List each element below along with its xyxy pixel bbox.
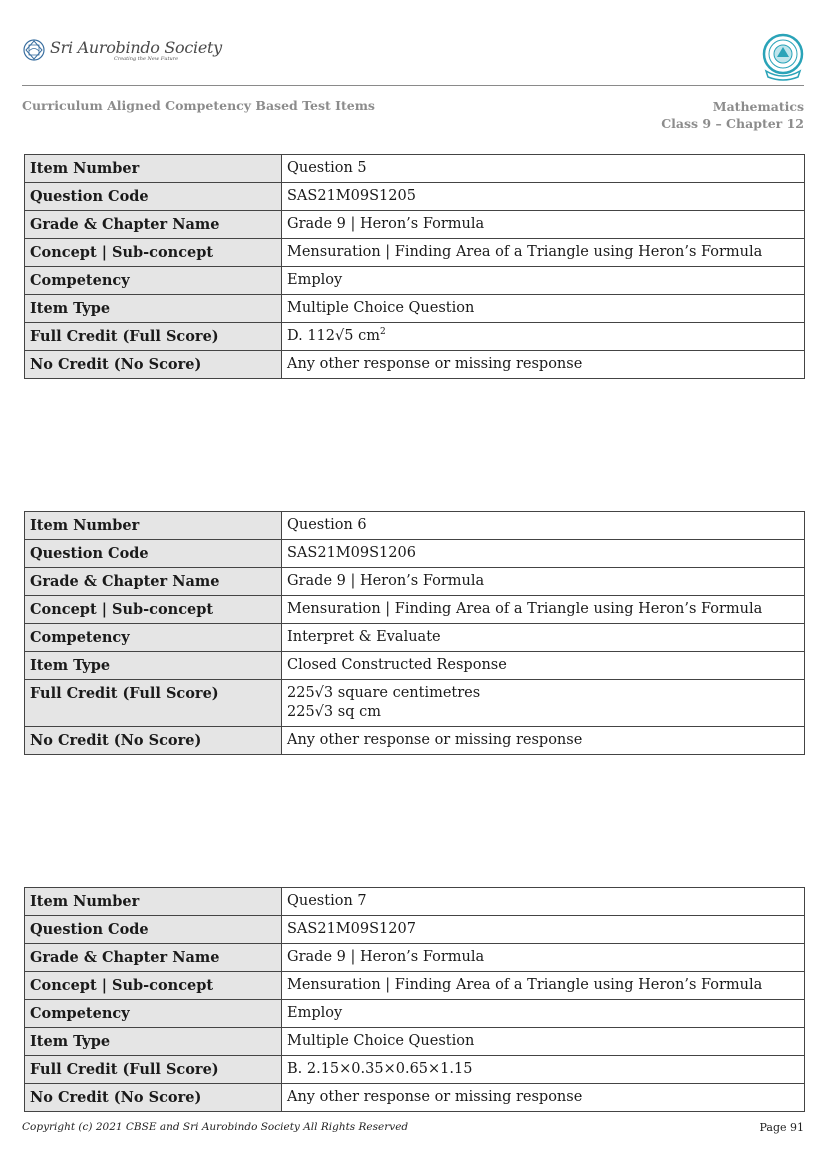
- cbse-logo: [760, 33, 806, 83]
- table-row: [25, 155, 805, 183]
- table-row: [25, 680, 805, 727]
- row-value: Interpret & Evaluate: [282, 624, 805, 652]
- header-divider: [22, 85, 804, 86]
- row-label: Question Code: [25, 540, 282, 568]
- row-value: Multiple Choice Question: [282, 1028, 805, 1056]
- row-value: Grade 9 | Heron’s Formula: [282, 944, 805, 972]
- table-row: [25, 323, 805, 351]
- row-label: Concept | Sub-concept: [25, 239, 282, 267]
- row-value: Employ: [282, 1000, 805, 1028]
- row-label: Grade & Chapter Name: [25, 944, 282, 972]
- row-label: Full Credit (Full Score): [25, 680, 282, 727]
- table-row: [25, 944, 805, 972]
- row-label: No Credit (No Score): [25, 351, 282, 379]
- row-label: Concept | Sub-concept: [25, 596, 282, 624]
- answer-line-2: 225√3 sq cm: [287, 704, 381, 720]
- row-label: Full Credit (Full Score): [25, 1056, 282, 1084]
- table-row: [25, 916, 805, 944]
- table-row: [25, 568, 805, 596]
- table-row: [25, 1084, 805, 1112]
- table-row: [25, 211, 805, 239]
- row-value: Grade 9 | Heron’s Formula: [282, 211, 805, 239]
- item-table-question-6: [24, 511, 805, 755]
- row-label: Item Type: [25, 295, 282, 323]
- superscript: 2: [379, 327, 386, 338]
- row-label: Competency: [25, 267, 282, 295]
- row-value: Closed Constructed Response: [282, 652, 805, 680]
- row-value: B. 2.15×0.35×0.65×1.15: [282, 1056, 805, 1084]
- answer-line-1: 225√3 square centimetres: [287, 685, 481, 701]
- table-row: [25, 183, 805, 211]
- table-row: [25, 972, 805, 1000]
- table-row: [25, 512, 805, 540]
- row-label: Competency: [25, 1000, 282, 1028]
- row-label: Item Number: [25, 888, 282, 916]
- table-row: [25, 888, 805, 916]
- row-label: No Credit (No Score): [25, 727, 282, 755]
- row-label: Competency: [25, 624, 282, 652]
- table-row: [25, 239, 805, 267]
- row-value: Question 5: [282, 155, 805, 183]
- row-value: Mensuration | Finding Area of a Triangle using Heron’s Formula: [282, 596, 805, 624]
- row-label: Concept | Sub-concept: [25, 972, 282, 1000]
- class-chapter: Class 9 – Chapter 12: [661, 116, 804, 131]
- row-value: Multiple Choice Question: [282, 295, 805, 323]
- row-value: Any other response or missing response: [282, 351, 805, 379]
- table-row: [25, 1028, 805, 1056]
- row-value: SAS21M09S1205: [282, 183, 805, 211]
- row-label: Item Type: [25, 652, 282, 680]
- row-label: No Credit (No Score): [25, 1084, 282, 1112]
- copyright-notice: Copyright (c) 2021 CBSE and Sri Aurobindo Society All Rights Reserved: [22, 1121, 409, 1133]
- row-label: Item Number: [25, 155, 282, 183]
- row-value: Grade 9 | Heron’s Formula: [282, 568, 805, 596]
- answer-text: D. 112√5 cm: [287, 328, 380, 344]
- sri-aurobindo-society-logo: [22, 38, 222, 66]
- row-value: Question 7: [282, 888, 805, 916]
- row-value: Question 6: [282, 512, 805, 540]
- logo-tagline: Creating the New Future: [114, 56, 179, 62]
- table-row: [25, 540, 805, 568]
- row-label: Grade & Chapter Name: [25, 568, 282, 596]
- row-label: Item Type: [25, 1028, 282, 1056]
- page-number: Page 91: [759, 1121, 804, 1134]
- row-value: [282, 323, 805, 351]
- subject-info: [661, 98, 804, 132]
- cbse-emblem-icon: [760, 33, 806, 83]
- row-value: Any other response or missing response: [282, 727, 805, 755]
- table-row: [25, 351, 805, 379]
- table-row: [25, 596, 805, 624]
- lotus-emblem-icon: [22, 38, 46, 62]
- row-value: SAS21M09S1206: [282, 540, 805, 568]
- row-label: Grade & Chapter Name: [25, 211, 282, 239]
- item-table-question-5: [24, 154, 805, 379]
- logo-text: Sri Aurobindo Society: [50, 38, 222, 57]
- document-title: Curriculum Aligned Competency Based Test Items: [22, 98, 375, 113]
- row-label: Question Code: [25, 916, 282, 944]
- row-label: Full Credit (Full Score): [25, 323, 282, 351]
- table-row: [25, 267, 805, 295]
- row-label: Question Code: [25, 183, 282, 211]
- table-row: [25, 1000, 805, 1028]
- item-table-question-7: [24, 887, 805, 1112]
- row-value: SAS21M09S1207: [282, 916, 805, 944]
- row-value: Employ: [282, 267, 805, 295]
- row-value: Mensuration | Finding Area of a Triangle using Heron’s Formula: [282, 239, 805, 267]
- table-row: [25, 727, 805, 755]
- table-row: [25, 1056, 805, 1084]
- row-value: Any other response or missing response: [282, 1084, 805, 1112]
- table-row: [25, 295, 805, 323]
- row-label: Item Number: [25, 512, 282, 540]
- row-value: Mensuration | Finding Area of a Triangle using Heron’s Formula: [282, 972, 805, 1000]
- row-value: [282, 680, 805, 727]
- table-row: [25, 652, 805, 680]
- subject: Mathematics: [712, 99, 804, 114]
- table-row: [25, 624, 805, 652]
